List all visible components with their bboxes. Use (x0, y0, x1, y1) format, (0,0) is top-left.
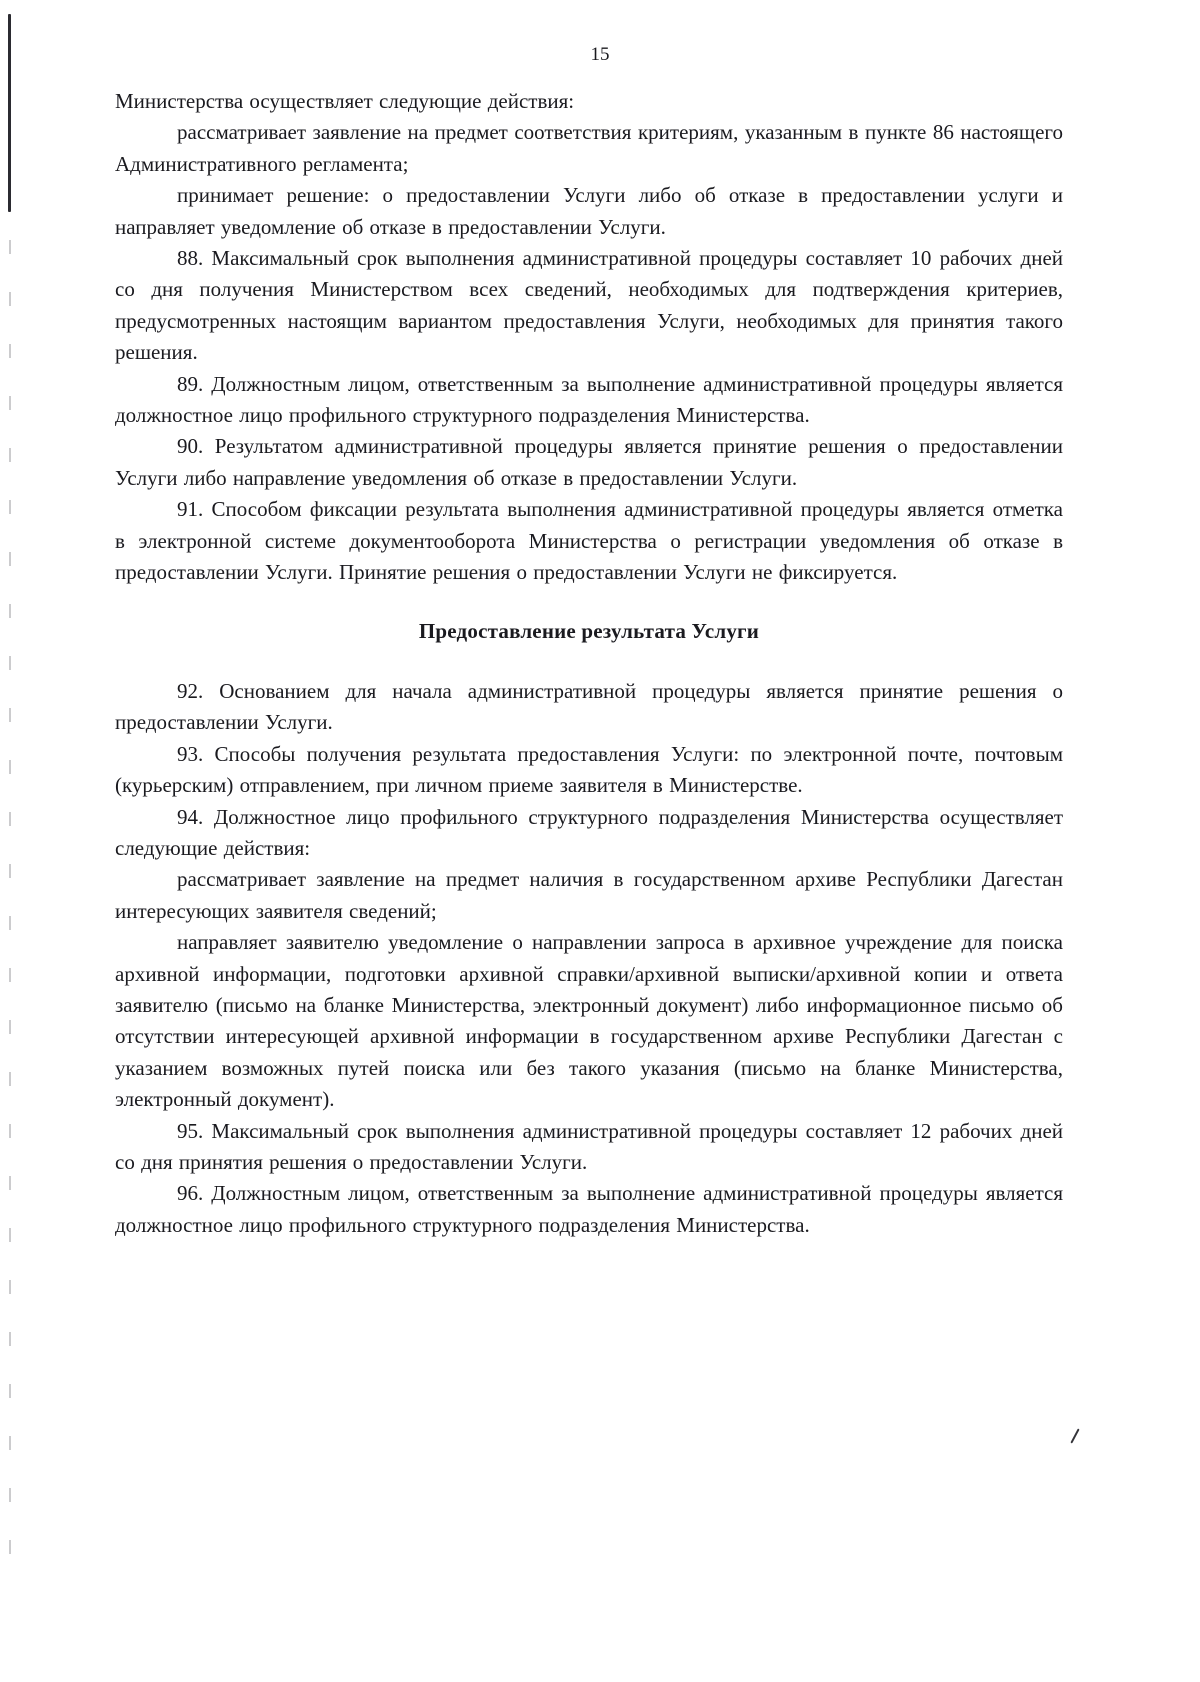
paragraph-item-92: 92. Основанием для начала административной процедуры является принятие решения о предоставлении Услуги. (115, 678, 1063, 735)
paragraph-continuation: Министерства осуществляет следующие действия: (115, 89, 575, 113)
paragraph-action-decision: принимает решение: о предоставлении Услуги либо об отказе в предоставлении услуги и направляет уведомление об отказе в предоставлении Услуги. (115, 183, 1063, 239)
scan-artifact-left-dotted-line (9, 240, 11, 1570)
paragraph-action-notify: направляет заявителю уведомление о направлении запроса в архивное учреждение для поиска архивной информации, подготовки архивной справки/архивной выписки/архивной копии и ответа заявителю (письмо на бланке Министерства, электронный документ) либо информационное письмо об отсутствии интересующей архивной информации в государственном архиве Республики Дагестан с указанием возможных путей поиска или без такого указания (письмо на бланке Министерства, электронный документ). (115, 930, 1063, 1112)
paragraph-item-95: 95. Максимальный срок выполнения административной процедуры составляет 12 рабочих дней со дня принятия решения о предоставлении Услуги. (115, 1118, 1063, 1174)
paragraph-item-94: 94. Должностное лицо профильного структурного подразделения Министерства осуществляет следующие действия: (115, 804, 1063, 860)
paragraph-item-93: 93. Способы получения результата предоставления Услуги: по электронной почте, почтовым (курьерским) отправлением, при личном приеме заявителя в Министерстве. (115, 741, 1063, 798)
section-heading: Предоставление результата Услуги (418, 618, 760, 643)
page-number: 15 (590, 44, 610, 65)
paragraph-item-91: 91. Способом фиксации результата выполнения административной процедуры является отметка в электронной системе документооборота Министерства о регистрации уведомления об отказе в предоставлении Услуги. Принятие решения о предоставлении Услуги не фиксируется. (115, 497, 1063, 585)
paragraph-item-89: 89. Должностным лицом, ответственным за выполнение административной процедуры является должностное лицо профильного структурного подразделения Министерства. (115, 371, 1063, 428)
paragraph-action-archive-review: рассматривает заявление на предмет наличия в государственном архиве Республики Дагестан интересующих заявителя сведений; (115, 867, 1063, 923)
paragraph-item-90: 90. Результатом административной процедуры является принятие решения о предоставлении Услуги либо направление уведомления об отказе в предоставлении Услуги. (115, 434, 1063, 490)
paragraph-item-96: 96. Должностным лицом, ответственным за выполнение административной процедуры является должностное лицо профильного структурного подразделения Министерства. (115, 1181, 1063, 1237)
paragraph-action-review: рассматривает заявление на предмет соответствия критериям, указанным в пункте 86 настоящего Административного регламента; (115, 120, 1063, 176)
scan-artifact-bottom-right-mark (1070, 1428, 1079, 1443)
paragraph-item-88: 88. Максимальный срок выполнения административной процедуры составляет 10 рабочих дней со дня получения Министерством всех сведений, необходимых для подтверждения критериев, предусмотренных настоящим вариантом предоставления Услуги, необходимых для принятия такого решения. (115, 246, 1063, 365)
document-text-block (115, 86, 1063, 1241)
